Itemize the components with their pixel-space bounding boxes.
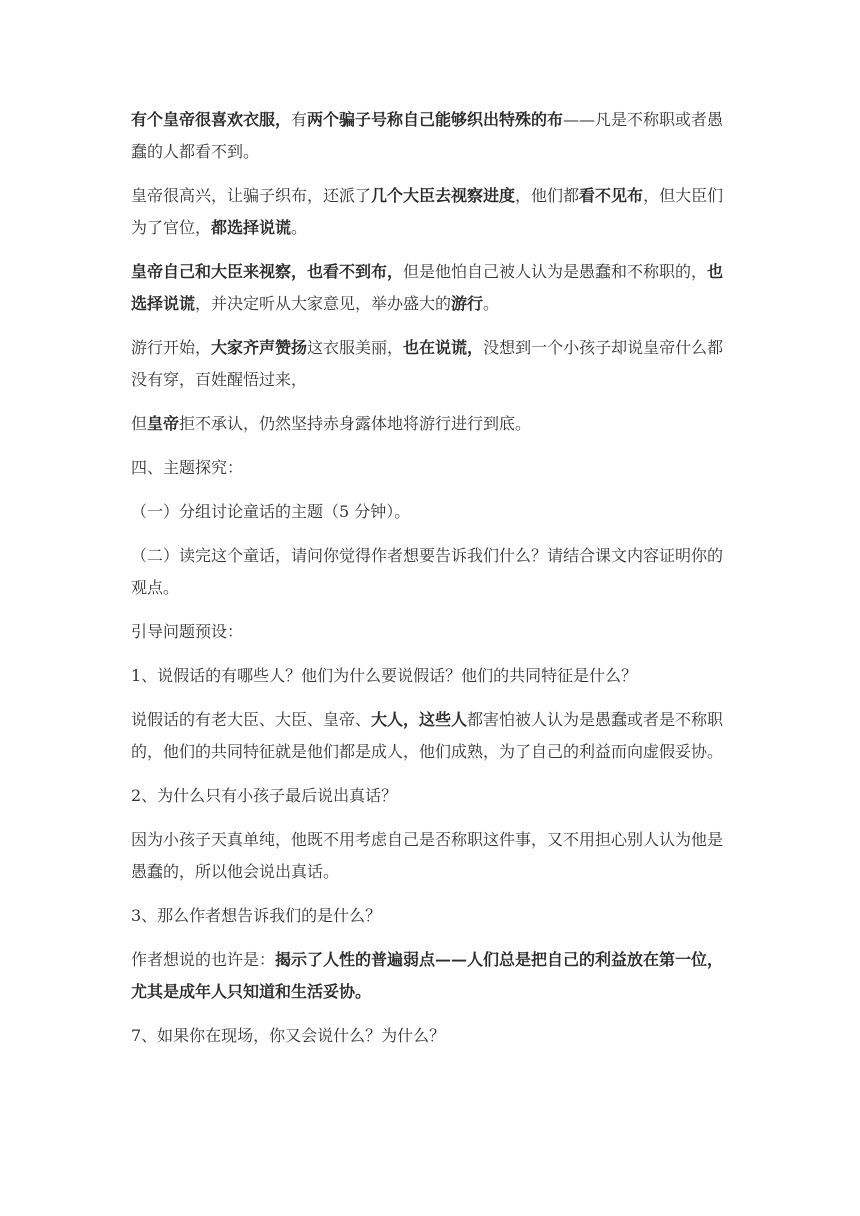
bold-text-run: 揭示了人性的普遍弱点——人们总是把自己的利益放在第一位，尤其是成年人只知道和生活妥协。 [131, 950, 724, 1001]
text-run: 作者想说的也许是： [131, 950, 276, 969]
document-body [131, 104, 731, 1064]
text-run: 1、说假话的有哪些人？他们为什么要说假话？他们的共同特征是什么？ [131, 666, 638, 685]
text-run: 。 [291, 218, 308, 237]
bold-text-run: 皇帝 [147, 414, 180, 433]
paragraph [131, 660, 731, 692]
text-run: （二）读完这个童话，请问你觉得作者想要告诉我们什么？请结合课文内容证明你的观点。 [131, 546, 724, 597]
bold-text-run: 几个大臣去视察进度 [371, 186, 516, 205]
paragraph [131, 1020, 731, 1052]
paragraph [131, 256, 731, 320]
text-run: ，但大臣们为了官位， [131, 186, 724, 237]
text-run: 游行开始， [131, 338, 212, 357]
paragraph [131, 104, 731, 168]
text-run: 拒不承认，仍然坚持赤身露体地将游行进行到底。 [179, 414, 532, 433]
bold-text-run: 两个骗子号称自己能够织出特殊的布 [307, 110, 564, 129]
paragraph [131, 408, 731, 440]
text-run: 但是他怕自己被人认为是愚蠢和不称职的， [403, 262, 708, 281]
text-run: 引导问题预设： [131, 622, 244, 641]
bold-text-run: 也选择说谎 [131, 262, 724, 313]
paragraph [131, 180, 731, 244]
bold-text-run: 看不见布 [579, 186, 644, 205]
text-run: ，他们都 [515, 186, 580, 205]
text-run: 没想到一个小孩子却说皇帝什么都没有穿，百姓醒悟过来， [131, 338, 724, 389]
text-run: 但 [131, 414, 148, 433]
bold-text-run: 大人，这些人 [371, 710, 468, 729]
paragraph [131, 540, 731, 604]
bold-text-run: 也在说谎， [403, 338, 484, 357]
text-run: ——凡是不称职或者愚蠢的人都看不到。 [131, 110, 724, 161]
text-run: 2、为什么只有小孩子最后说出真话？ [131, 786, 398, 805]
text-run: 四、主题探究： [131, 458, 244, 477]
paragraph [131, 332, 731, 396]
text-run: 皇帝很高兴，让骗子织布，还派了 [131, 186, 372, 205]
paragraph [131, 900, 731, 932]
text-run: 因为小孩子天真单纯，他既不用考虑自己是否称职这件事，又不用担心别人认为他是愚蠢的，所以他会说出真话。 [131, 830, 724, 881]
paragraph [131, 452, 731, 484]
text-run: ，并决定听从大家意见，举办盛大的 [195, 294, 452, 313]
text-run: 这衣服美丽， [307, 338, 404, 357]
text-run: （一）分组讨论童话的主题（5 分钟）。 [131, 502, 411, 521]
text-run: 。 [483, 294, 500, 313]
text-run: 有 [291, 110, 308, 129]
bold-text-run: 游行 [451, 294, 484, 313]
paragraph [131, 824, 731, 888]
bold-text-run: 有个皇帝很喜欢衣服， [131, 110, 292, 129]
paragraph [131, 704, 731, 768]
paragraph [131, 944, 731, 1008]
paragraph [131, 616, 731, 648]
bold-text-run: 大家齐声赞扬 [211, 338, 308, 357]
paragraph [131, 780, 731, 812]
text-run: 说假话的有老大臣、大臣、皇帝、 [131, 710, 372, 729]
text-run: 3、那么作者想告诉我们的是什么？ [131, 906, 382, 925]
text-run: 7、如果你在现场，你又会说什么？为什么？ [131, 1026, 446, 1045]
text-run: 都害怕被人认为是愚蠢或者是不称职的，他们的共同特征就是他们都是成人，他们成熟，为了自己的利益而向虚假妥协。 [131, 710, 724, 761]
bold-text-run: 都选择说谎 [211, 218, 292, 237]
paragraph [131, 496, 731, 528]
bold-text-run: 皇帝自己和大臣来视察，也看不到布， [131, 262, 404, 281]
